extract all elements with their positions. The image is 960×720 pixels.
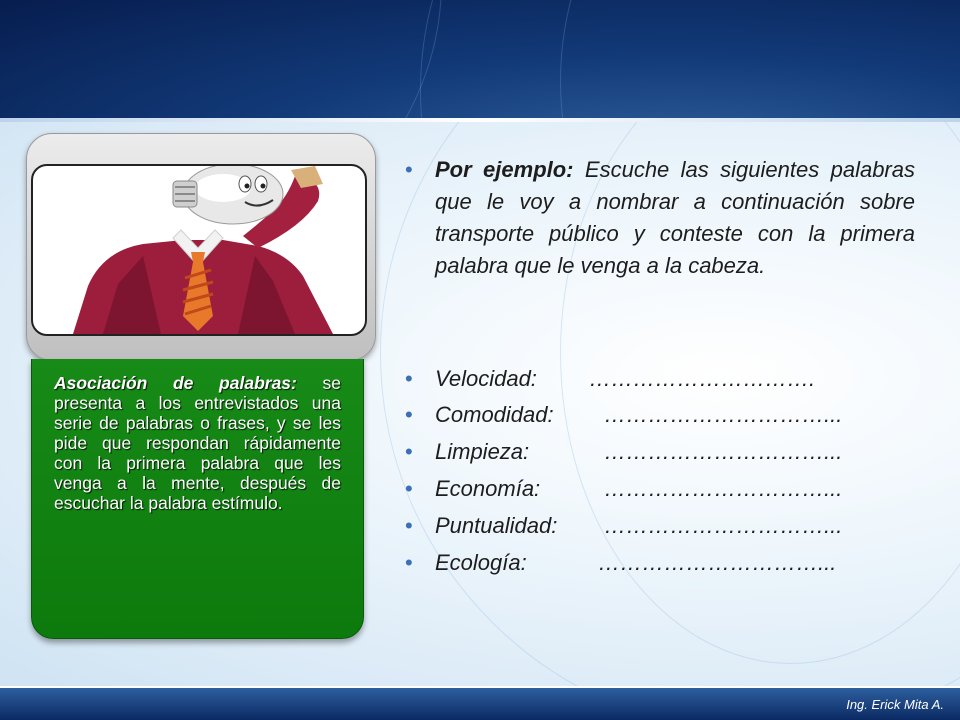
item-blank: …………………………... bbox=[598, 550, 837, 575]
item-label: Limpieza: bbox=[435, 439, 530, 464]
item-blank: …………………………... bbox=[604, 476, 843, 501]
item-blank: …………………………... bbox=[604, 439, 843, 464]
item-label: Comodidad: bbox=[435, 402, 554, 427]
definition-text bbox=[54, 373, 341, 513]
definition-term: Asociación de palabras: bbox=[54, 373, 297, 393]
list-item bbox=[405, 398, 915, 432]
bullet-dot-icon: • bbox=[405, 402, 413, 427]
bullet-dot-icon: • bbox=[405, 476, 413, 501]
item-blank: …………………………... bbox=[604, 513, 843, 538]
definition-panel bbox=[31, 359, 364, 639]
item-blank: …………………………... bbox=[604, 402, 843, 427]
globe-grid-line bbox=[0, 0, 442, 118]
bullet-dot-icon: • bbox=[405, 157, 413, 182]
bullet-dot-icon: • bbox=[405, 439, 413, 464]
example-bullet-list bbox=[405, 154, 915, 575]
footer-banner bbox=[0, 688, 960, 720]
list-item bbox=[405, 546, 915, 580]
bullet-dot-icon: • bbox=[405, 366, 413, 391]
man-with-lightbulb-head-icon bbox=[33, 166, 365, 334]
bullet-dot-icon: • bbox=[405, 550, 413, 575]
author-credit: Ing. Erick Mita A. bbox=[846, 697, 944, 712]
list-item bbox=[405, 435, 915, 469]
list-item bbox=[405, 472, 915, 506]
header-banner bbox=[0, 0, 960, 118]
item-label: Ecología: bbox=[435, 550, 527, 575]
item-label: Puntualidad: bbox=[435, 513, 558, 538]
globe-grid-line bbox=[560, 0, 960, 118]
lightbulb-head-man-illustration bbox=[31, 164, 367, 336]
definition-body: se presenta a los entrevistados una serie de palabras o frases, y se les pide que respondan rápidamente con la primera palabra que les venga a la mente, después de escuchar la palabra estímulo. bbox=[54, 373, 341, 513]
list-item bbox=[405, 362, 915, 396]
word-association-card bbox=[26, 133, 368, 638]
item-label: Economía: bbox=[435, 476, 541, 501]
intro-lead: Por ejemplo: bbox=[435, 157, 574, 182]
item-blank: …………………………. bbox=[589, 366, 816, 391]
intro-bullet bbox=[405, 154, 915, 282]
intro-text: Escuche las siguientes palabras que le voy a nombrar a continuación sobre transporte público y conteste con la primera palabra que le venga a la cabeza. bbox=[435, 157, 915, 278]
list-item bbox=[405, 509, 915, 543]
image-frame bbox=[26, 133, 376, 361]
bullet-dot-icon: • bbox=[405, 513, 413, 538]
item-label: Velocidad: bbox=[435, 366, 537, 391]
